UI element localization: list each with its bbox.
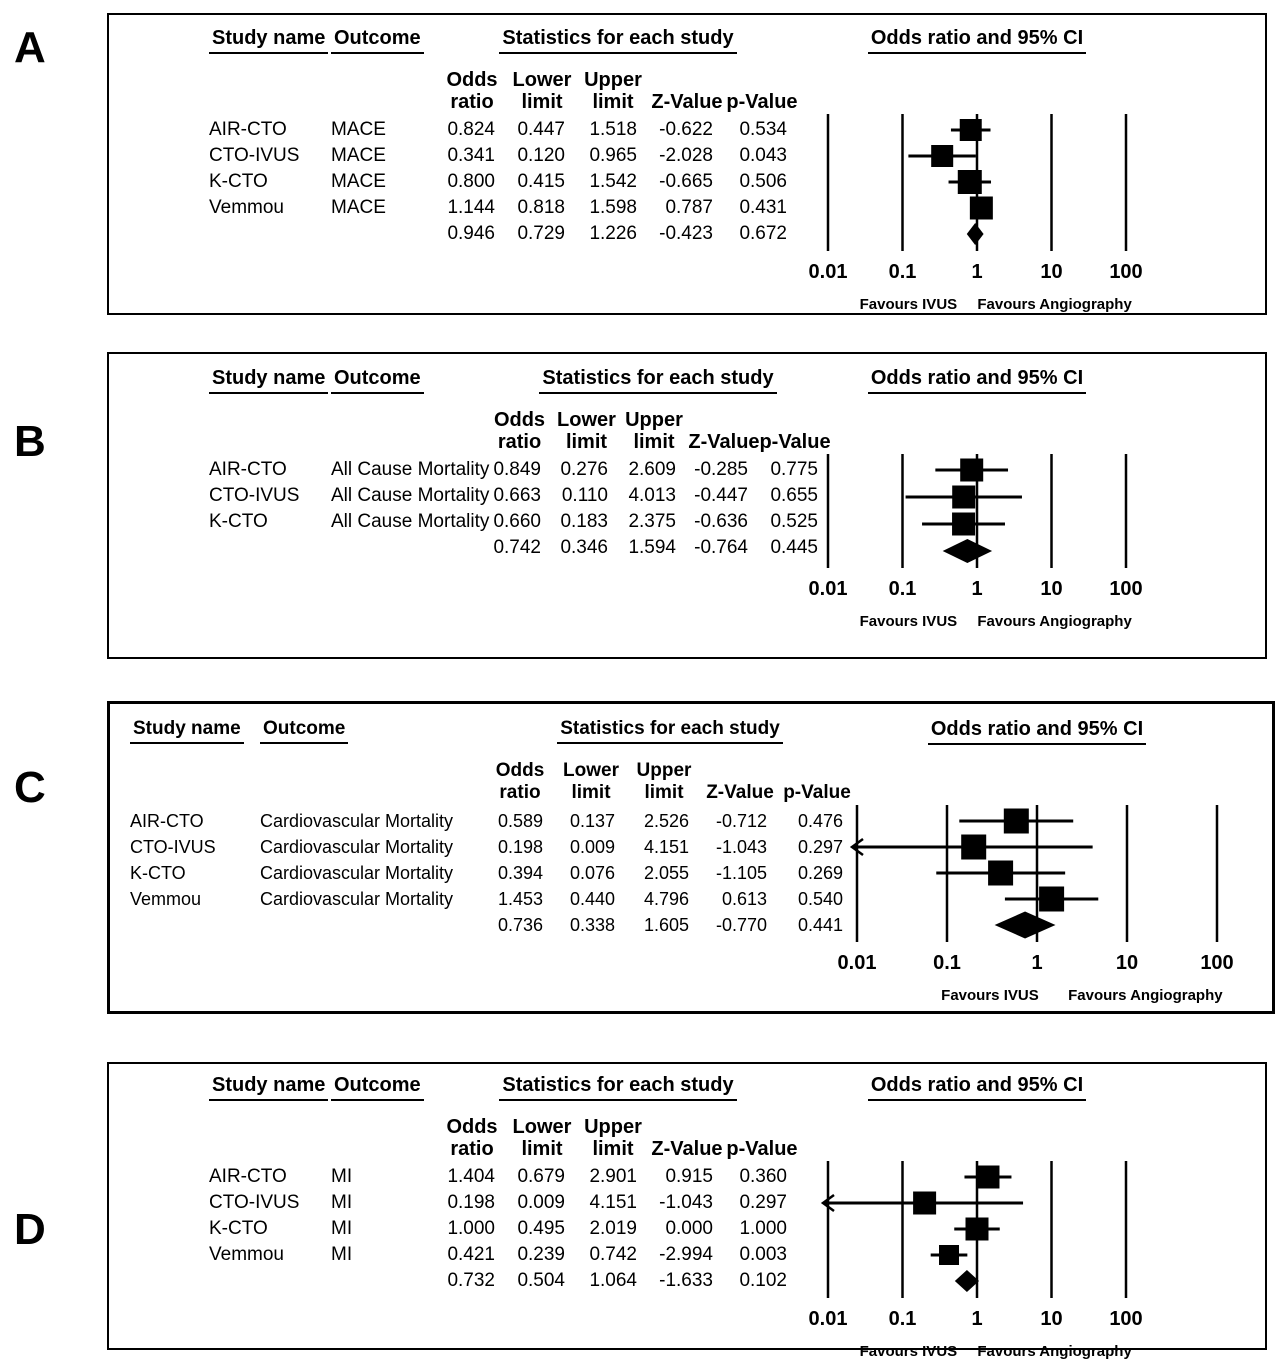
favours-right-label: Favours Angiography	[977, 296, 1132, 313]
summary-lower-limit-cell: 0.729	[517, 223, 565, 244]
effect-square	[961, 835, 986, 860]
odds-ratio-cell: 0.849	[493, 459, 541, 480]
odds-ratio-cell: 0.663	[493, 485, 541, 506]
odds-ratio-cell: 0.589	[497, 811, 543, 831]
axis-tick-label: 0.01	[808, 1308, 848, 1330]
effect-square	[958, 170, 982, 194]
effect-square	[952, 513, 975, 536]
panel-box	[107, 13, 1267, 315]
summary-diamond	[955, 1270, 979, 1292]
axis-tick-label: 10	[1040, 1308, 1063, 1330]
outcome-header-text: Outcome	[331, 367, 424, 394]
summary-p-value-cell: 0.441	[797, 915, 843, 935]
p-value-cell: 0.297	[797, 837, 843, 857]
axis-tick-label: 1	[971, 261, 983, 283]
statistics-header-text: Statistics for each study	[499, 27, 736, 54]
study-name-header-text: Study name	[209, 27, 328, 54]
z-value-column-header-text: Z-Value	[706, 782, 774, 803]
upper-limit-cell: 2.901	[589, 1166, 637, 1187]
study-name-cell: AIR-CTO	[209, 459, 287, 480]
outcome-cell: MACE	[331, 119, 386, 140]
outcome-cell: Cardiovascular Mortality	[260, 837, 454, 857]
lower-limit-cell: 0.495	[517, 1218, 565, 1239]
statistics-header-text: Statistics for each study	[557, 718, 783, 744]
lower-limit-cell: 0.440	[569, 889, 615, 909]
favours-left-label: Favours IVUS	[941, 987, 1039, 1004]
study-name-header-text: Study name	[130, 718, 244, 744]
study-name-cell: AIR-CTO	[209, 1166, 287, 1187]
summary-z-value-cell: -0.423	[659, 223, 713, 244]
z-value-cell: -0.285	[694, 459, 748, 480]
lower-limit-cell: 0.447	[517, 119, 565, 140]
upper-limit-cell: 2.375	[628, 511, 676, 532]
outcome-cell: MI	[331, 1192, 353, 1213]
plot-title-text: Odds ratio and 95% CI	[868, 367, 1086, 394]
z-value-cell: -1.043	[715, 837, 767, 857]
axis-tick-label: 1	[1031, 952, 1043, 974]
summary-odds-ratio-cell: 0.946	[447, 223, 495, 244]
outcome-cell: All Cause Mortality	[331, 485, 490, 506]
z-value-cell: -0.447	[694, 485, 748, 506]
axis-tick-label: 100	[1200, 952, 1234, 974]
summary-z-value-cell: -1.633	[659, 1270, 713, 1291]
odds-ratio-column-header-line1: Odds	[495, 760, 545, 781]
favours-left-label: Favours IVUS	[859, 613, 958, 630]
lower-limit-cell: 0.239	[517, 1244, 565, 1265]
p-value-column-header-text: p-Value	[783, 782, 851, 803]
lower-limit-cell: 0.009	[517, 1192, 565, 1213]
z-value-cell: -1.043	[659, 1192, 713, 1213]
upper-limit-cell: 1.542	[589, 171, 637, 192]
panel-box	[107, 352, 1267, 659]
odds-ratio-cell: 0.394	[497, 863, 543, 883]
study-name-cell: AIR-CTO	[209, 119, 287, 140]
effect-square	[1039, 887, 1064, 912]
lower-limit-cell: 0.120	[517, 145, 565, 166]
summary-lower-limit-cell: 0.504	[517, 1270, 565, 1291]
axis-tick-label: 100	[1109, 578, 1143, 600]
z-value-cell: 0.787	[665, 197, 713, 218]
effect-square	[913, 1192, 936, 1215]
lower-limit-cell: 0.183	[560, 511, 608, 532]
z-value-cell: -1.105	[715, 863, 767, 883]
outcome-cell: MI	[331, 1244, 353, 1265]
odds-ratio-column-header-line2: ratio	[499, 782, 541, 803]
study-name-cell: CTO-IVUS	[209, 485, 300, 506]
outcome-cell: Cardiovascular Mortality	[260, 863, 454, 883]
statistics-header-text: Statistics for each study	[539, 367, 776, 394]
p-value-cell: 0.043	[739, 145, 787, 166]
favours-left-label: Favours IVUS	[859, 296, 958, 313]
summary-p-value-cell: 0.672	[739, 223, 787, 244]
lower-limit-cell: 0.009	[569, 837, 615, 857]
p-value-column-header-text: p-Value	[726, 1138, 798, 1160]
odds-ratio-cell: 1.000	[447, 1218, 495, 1239]
lower-limit-column-header-line1: Lower	[512, 69, 572, 91]
outcome-header-text: Outcome	[331, 1074, 424, 1101]
upper-limit-cell: 2.055	[643, 863, 689, 883]
lower-limit-column-header-line2: limit	[521, 1138, 563, 1160]
forest-plot	[109, 15, 1265, 313]
plot-title-text: Odds ratio and 95% CI	[868, 27, 1086, 54]
upper-limit-cell: 1.598	[589, 197, 637, 218]
study-name-cell: K-CTO	[209, 171, 268, 192]
outcome-cell: MACE	[331, 171, 386, 192]
lower-limit-cell: 0.679	[517, 1166, 565, 1187]
study-name-cell: K-CTO	[130, 863, 186, 883]
outcome-cell: MI	[331, 1218, 353, 1239]
favours-right-label: Favours Angiography	[1068, 987, 1223, 1004]
axis-tick-label: 0.1	[888, 261, 917, 283]
summary-z-value-cell: -0.770	[715, 915, 767, 935]
axis-tick-label: 0.01	[808, 578, 848, 600]
p-value-cell: 0.431	[739, 197, 787, 218]
summary-odds-ratio-cell: 0.732	[447, 1270, 495, 1291]
summary-p-value-cell: 0.445	[770, 537, 818, 558]
lower-limit-cell: 0.276	[560, 459, 608, 480]
upper-limit-cell: 4.151	[643, 837, 689, 857]
summary-lower-limit-cell: 0.346	[560, 537, 608, 558]
axis-tick-label: 10	[1115, 952, 1139, 974]
z-value-cell: -2.028	[659, 145, 713, 166]
z-value-cell: -0.636	[694, 511, 748, 532]
axis-tick-label: 1	[971, 578, 983, 600]
odds-ratio-column-header-line2: ratio	[450, 1138, 494, 1160]
upper-limit-column-header-line2: limit	[592, 1138, 634, 1160]
summary-diamond	[943, 539, 992, 563]
upper-limit-cell: 2.609	[628, 459, 676, 480]
odds-ratio-column-header-line2: ratio	[450, 91, 494, 113]
lower-limit-column-header-line1: Lower	[563, 760, 619, 781]
forest-plot	[109, 354, 1265, 657]
odds-ratio-cell: 1.453	[497, 889, 543, 909]
axis-tick-label: 1	[971, 1308, 983, 1330]
study-name-cell: K-CTO	[209, 1218, 268, 1239]
summary-upper-limit-cell: 1.064	[589, 1270, 637, 1291]
p-value-column-header-text: p-Value	[726, 91, 798, 113]
odds-ratio-column-header-line2: ratio	[497, 431, 542, 453]
p-value-cell: 1.000	[739, 1218, 787, 1239]
lower-limit-column-header-line2: limit	[565, 431, 608, 453]
study-name-cell: CTO-IVUS	[209, 1192, 300, 1213]
summary-odds-ratio-cell: 0.736	[497, 915, 543, 935]
study-name-cell: CTO-IVUS	[209, 145, 300, 166]
outcome-cell: MACE	[331, 145, 386, 166]
forest-plot	[110, 704, 1272, 1011]
odds-ratio-cell: 0.660	[493, 511, 541, 532]
p-value-cell: 0.269	[797, 863, 843, 883]
outcome-cell: Cardiovascular Mortality	[260, 889, 454, 909]
upper-limit-cell: 0.742	[589, 1244, 637, 1265]
z-value-column-header-text: Z-Value	[651, 91, 723, 113]
summary-odds-ratio-cell: 0.742	[493, 537, 541, 558]
lower-limit-column-header-line2: limit	[571, 782, 611, 803]
lower-limit-cell: 0.110	[561, 485, 608, 506]
effect-square	[960, 119, 982, 141]
p-value-cell: 0.476	[797, 811, 843, 831]
upper-limit-column-header-line1: Upper	[636, 760, 692, 781]
upper-limit-cell: 4.796	[643, 889, 689, 909]
upper-limit-column-header-line2: limit	[633, 431, 675, 453]
upper-limit-cell: 4.013	[628, 485, 676, 506]
axis-tick-label: 100	[1109, 261, 1143, 283]
axis-tick-label: 0.01	[808, 261, 848, 283]
effect-square	[939, 1245, 959, 1265]
plot-title-text: Odds ratio and 95% CI	[928, 718, 1146, 745]
effect-square	[952, 486, 975, 509]
upper-limit-column-header-line1: Upper	[584, 69, 642, 91]
lower-limit-column-header-line2: limit	[521, 91, 563, 113]
z-value-cell: -0.712	[715, 811, 767, 831]
summary-lower-limit-cell: 0.338	[569, 915, 615, 935]
lower-limit-cell: 0.818	[517, 197, 565, 218]
effect-square	[988, 861, 1013, 886]
effect-square	[966, 1218, 989, 1241]
outcome-cell: All Cause Mortality	[331, 511, 490, 532]
summary-upper-limit-cell: 1.594	[628, 537, 676, 558]
favours-left-label: Favours IVUS	[859, 1343, 958, 1360]
effect-square	[976, 1166, 999, 1189]
odds-ratio-column-header-line1: Odds	[446, 1116, 498, 1138]
outcome-cell: MI	[331, 1166, 353, 1187]
upper-limit-cell: 4.151	[589, 1192, 637, 1213]
plot-title-text: Odds ratio and 95% CI	[868, 1074, 1086, 1101]
upper-limit-column-header-line1: Upper	[625, 409, 683, 431]
p-value-cell: 0.775	[770, 459, 818, 480]
outcome-header-text: Outcome	[331, 27, 424, 54]
odds-ratio-cell: 0.198	[497, 837, 543, 857]
panel-label: A	[14, 23, 46, 72]
lower-limit-column-header-line1: Lower	[557, 409, 616, 431]
summary-z-value-cell: -0.764	[694, 537, 748, 558]
outcome-cell: All Cause Mortality	[331, 459, 490, 480]
odds-ratio-cell: 1.404	[447, 1166, 495, 1187]
outcome-header-text: Outcome	[260, 718, 348, 744]
p-value-cell: 0.525	[770, 511, 818, 532]
study-name-cell: Vemmou	[209, 1244, 284, 1265]
odds-ratio-cell: 1.144	[447, 197, 495, 218]
p-value-cell: 0.297	[739, 1192, 787, 1213]
p-value-cell: 0.540	[797, 889, 843, 909]
summary-diamond	[967, 223, 984, 245]
upper-limit-column-header-line2: limit	[592, 91, 634, 113]
upper-limit-cell: 1.518	[589, 119, 637, 140]
panel-label: D	[14, 1205, 46, 1254]
effect-square	[931, 145, 953, 167]
z-value-column-header-text: Z-Value	[688, 431, 760, 453]
study-name-cell: CTO-IVUS	[130, 837, 216, 857]
statistics-header-text: Statistics for each study	[499, 1074, 736, 1101]
axis-tick-label: 10	[1040, 578, 1063, 600]
outcome-cell: Cardiovascular Mortality	[260, 811, 454, 831]
odds-ratio-cell: 0.341	[447, 145, 495, 166]
study-name-cell: AIR-CTO	[130, 811, 204, 831]
lower-limit-cell: 0.415	[517, 171, 565, 192]
p-value-cell: 0.360	[739, 1166, 787, 1187]
z-value-cell: -2.994	[659, 1244, 713, 1265]
panel-box	[107, 1062, 1267, 1360]
z-value-cell: 0.915	[665, 1166, 713, 1187]
odds-ratio-cell: 0.824	[447, 119, 495, 140]
z-value-column-header-text: Z-Value	[651, 1138, 723, 1160]
favours-right-label: Favours Angiography	[977, 613, 1132, 630]
upper-limit-cell: 0.965	[589, 145, 637, 166]
p-value-cell: 0.003	[739, 1244, 787, 1265]
summary-upper-limit-cell: 1.605	[643, 915, 689, 935]
study-name-cell: Vemmou	[209, 197, 284, 218]
effect-square	[970, 197, 993, 220]
z-value-cell: -0.622	[659, 119, 713, 140]
forest-plot	[109, 1064, 1265, 1360]
z-value-cell: 0.613	[721, 889, 767, 909]
panel-box	[107, 701, 1275, 1014]
axis-tick-label: 0.1	[933, 952, 961, 974]
panel-label: C	[14, 763, 46, 812]
odds-ratio-column-header-line1: Odds	[446, 69, 498, 91]
odds-ratio-column-header-line1: Odds	[493, 409, 546, 431]
p-value-cell: 0.655	[770, 485, 818, 506]
upper-limit-column-header-line2: limit	[644, 782, 684, 803]
z-value-cell: 0.000	[665, 1218, 713, 1239]
p-value-cell: 0.534	[739, 119, 787, 140]
favours-right-label: Favours Angiography	[977, 1343, 1132, 1360]
odds-ratio-cell: 0.800	[447, 171, 495, 192]
panel-label: B	[14, 417, 46, 466]
lower-limit-cell: 0.137	[569, 811, 615, 831]
axis-tick-label: 10	[1040, 261, 1063, 283]
upper-limit-column-header-line1: Upper	[584, 1116, 642, 1138]
z-value-cell: -0.665	[659, 171, 713, 192]
odds-ratio-cell: 0.198	[447, 1192, 495, 1213]
study-name-header-text: Study name	[209, 367, 328, 394]
summary-upper-limit-cell: 1.226	[589, 223, 637, 244]
lower-limit-cell: 0.076	[569, 863, 615, 883]
axis-tick-label: 0.1	[888, 578, 917, 600]
axis-tick-label: 0.01	[837, 952, 877, 974]
study-name-cell: K-CTO	[209, 511, 268, 532]
upper-limit-cell: 2.019	[589, 1218, 637, 1239]
axis-tick-label: 100	[1109, 1308, 1143, 1330]
upper-limit-cell: 2.526	[643, 811, 689, 831]
study-name-header-text: Study name	[209, 1074, 328, 1101]
lower-limit-column-header-line1: Lower	[512, 1116, 572, 1138]
p-value-column-header-text: p-Value	[759, 431, 831, 453]
p-value-cell: 0.506	[739, 171, 787, 192]
effect-square	[960, 459, 983, 482]
summary-diamond	[995, 912, 1056, 939]
outcome-cell: MACE	[331, 197, 386, 218]
odds-ratio-cell: 0.421	[447, 1244, 495, 1265]
study-name-cell: Vemmou	[130, 889, 202, 909]
summary-p-value-cell: 0.102	[739, 1270, 787, 1291]
axis-tick-label: 0.1	[888, 1308, 917, 1330]
effect-square	[1004, 809, 1029, 834]
